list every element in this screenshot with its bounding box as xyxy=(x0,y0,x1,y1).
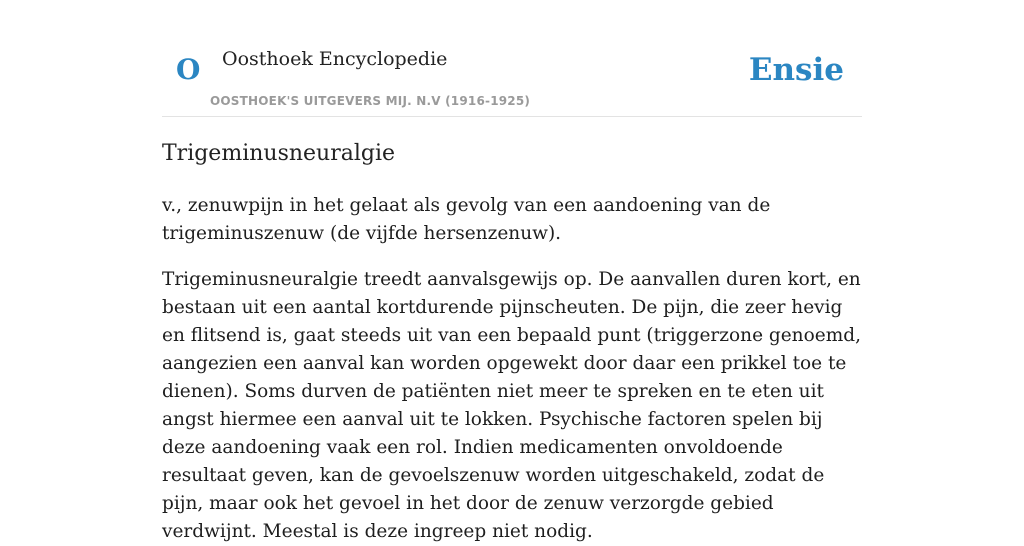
entry-paragraph-description: Trigeminusneuralgie treedt aanvalsgewijs op. De aanvallen duren kort, en bestaan uit een aantal kortdurende pijnscheuten. De pijn, die zeer hevig en flitsend is, gaat steeds uit van een bepaald punt (triggerzone genoemd, aangezien een aanval kan worden opgewekt door daar een prikkel toe te dienen). Soms durven de patiënten niet meer te spreken en te eten uit angst hiermee een aanval uit te lokken. Psychische factoren spelen bij deze aandoening vaak een rol. Indien medicamenten onvoldoende resultaat geven, kan de gevoelszenuw worden uitgeschakeld, zodat de pijn, maar ook het gevoel in het door de zenuw verzorgde gebied verdwijnt. Meestal is deze ingreep niet nodig. xyxy=(162,269,861,542)
site-header xyxy=(162,0,862,117)
oosthoek-logo[interactable]: O xyxy=(176,53,201,86)
publisher-label: OOSTHOEK'S UITGEVERS MIJ. N.V (1916-1925) xyxy=(210,94,531,108)
entry-article xyxy=(162,136,862,546)
entry-title: Trigeminusneuralgie xyxy=(162,141,396,166)
entry-paragraph-definition: v., zenuwpijn in het gelaat als gevolg van een aandoening van de trigeminuszenuw (de vijfde hersenzenuw). xyxy=(162,195,771,244)
ensie-logo-link[interactable]: Ensie xyxy=(748,52,844,88)
encyclopedia-title-link[interactable]: Oosthoek Encyclopedie xyxy=(222,48,448,70)
